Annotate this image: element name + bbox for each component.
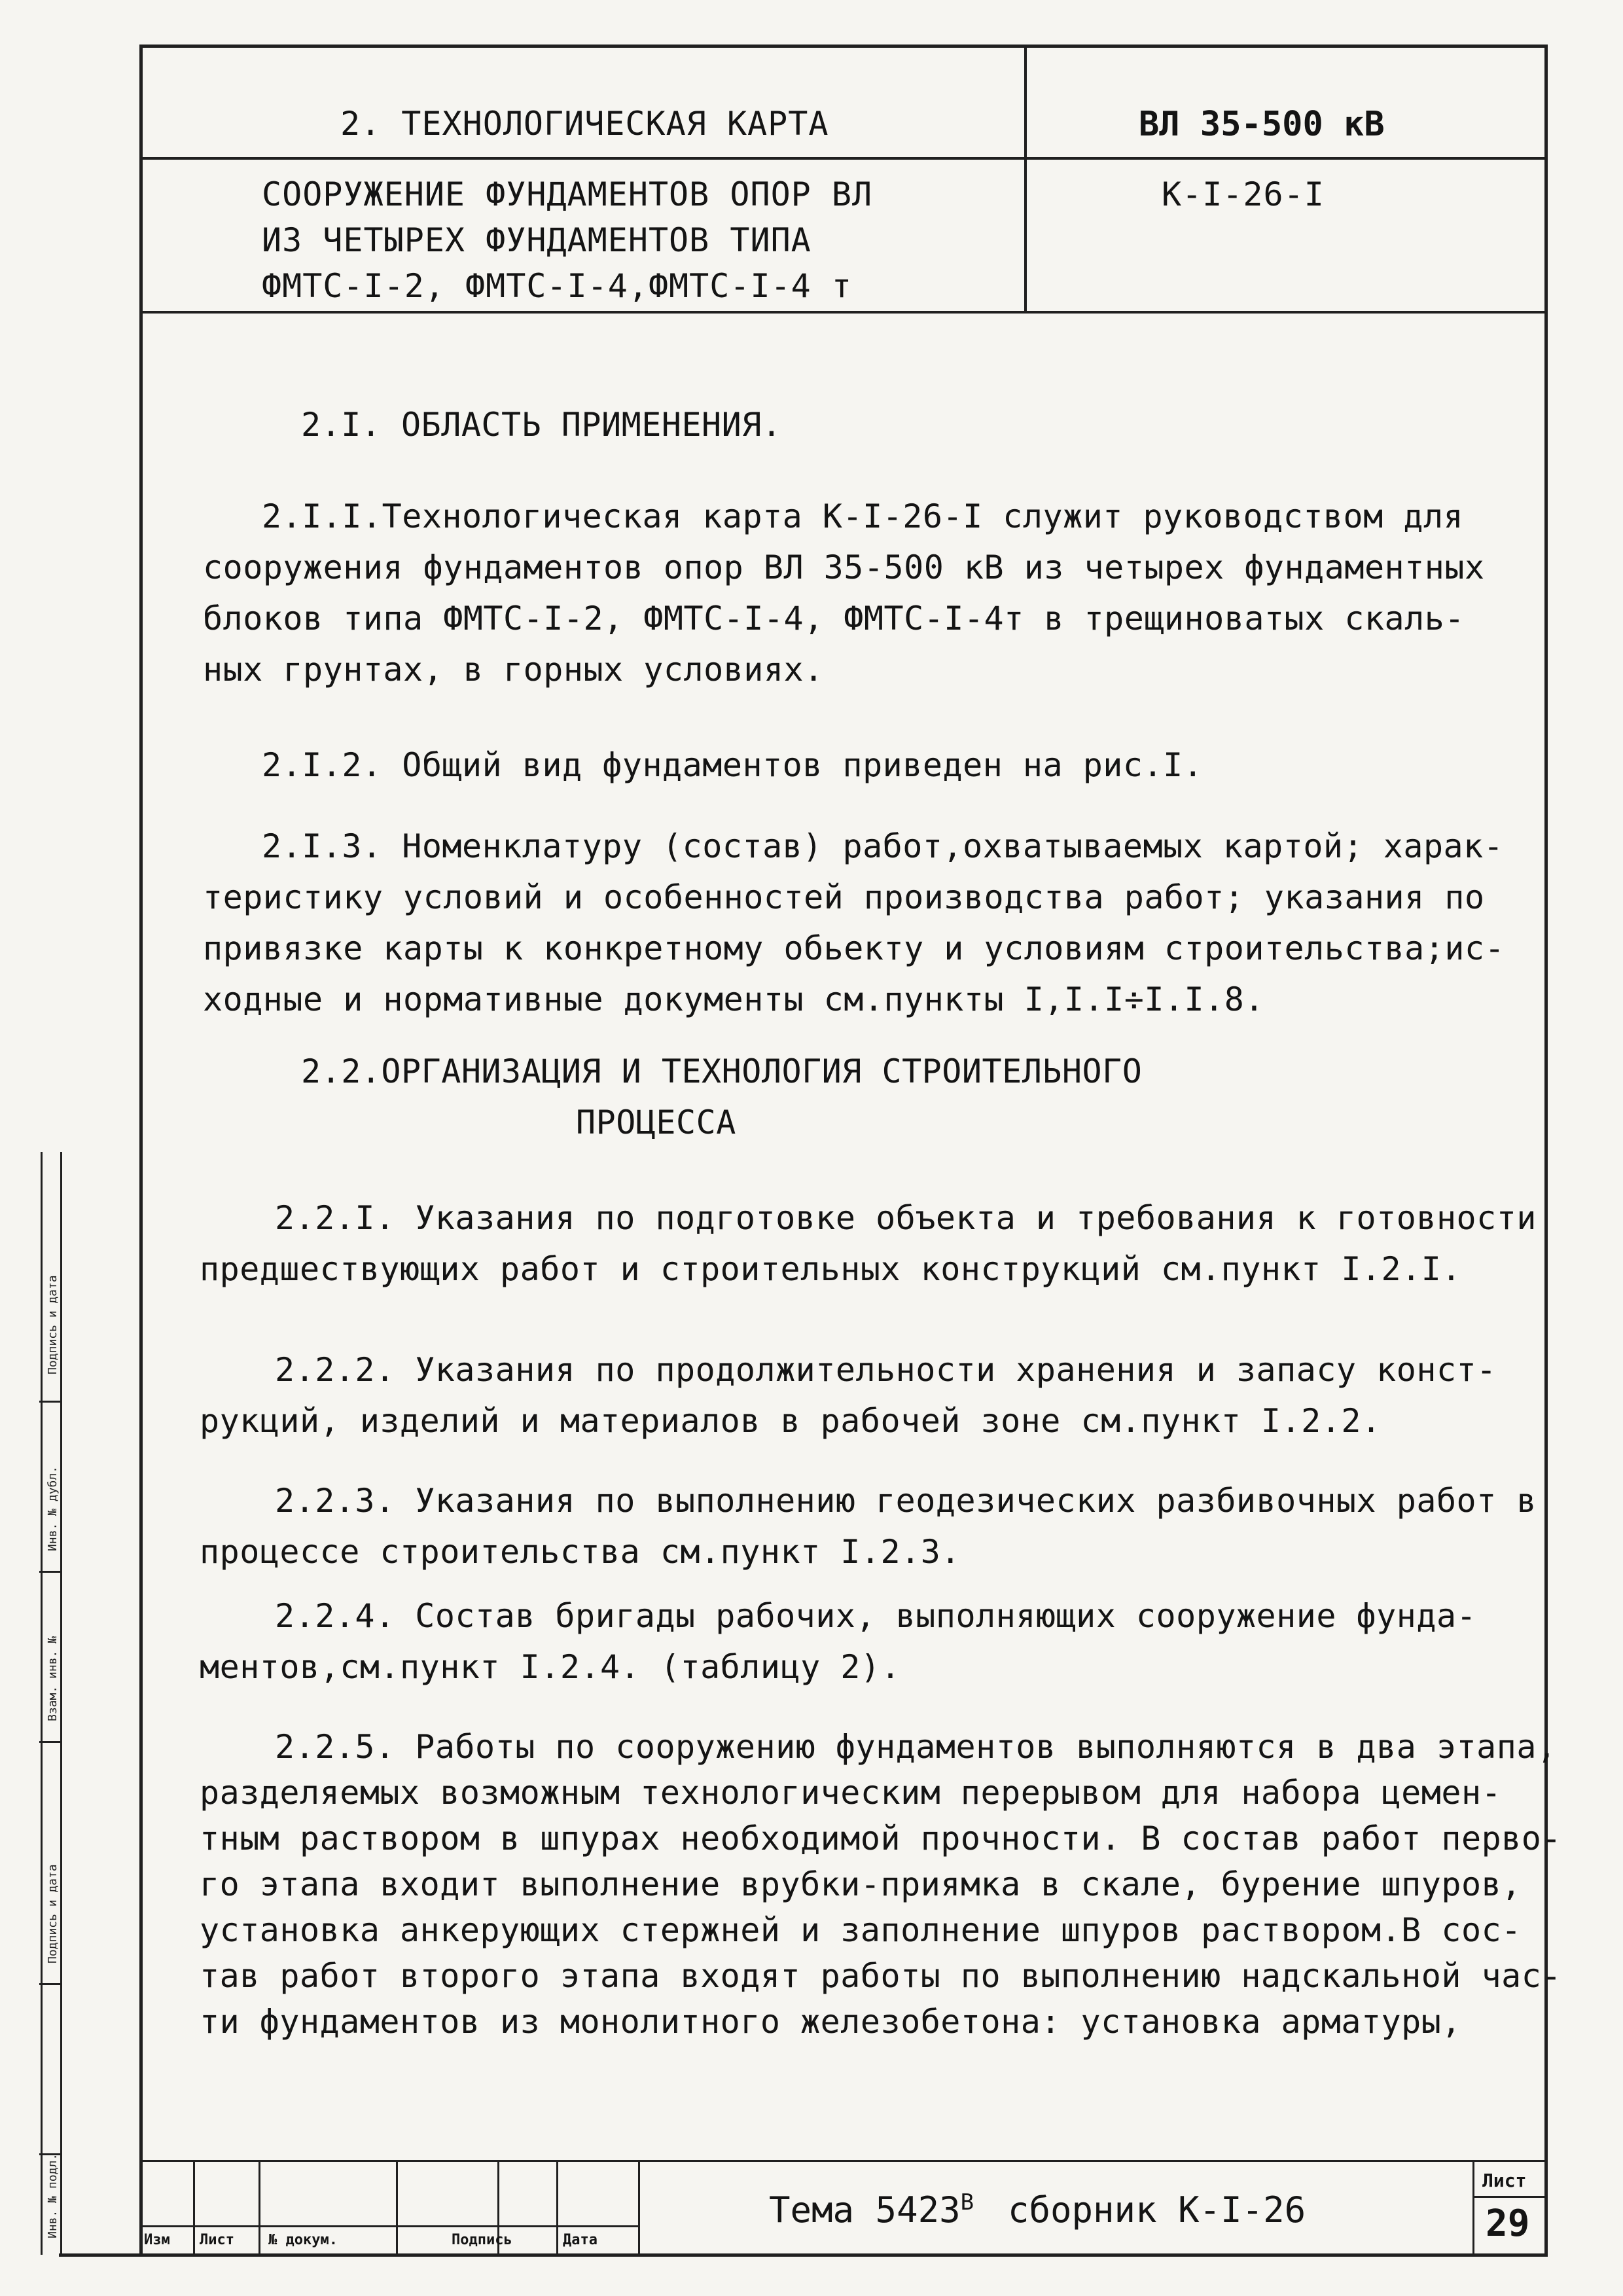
header-subtitle-line-1: СООРУЖЕНИЕ ФУНДАМЕНТОВ ОПОР ВЛ — [262, 175, 873, 213]
paragraph-2-1-3-line: ходные и нормативные документы см.пункты I,I.I÷I.I.8. — [203, 980, 1264, 1018]
header-title: 2. ТЕХНОЛОГИЧЕСКАЯ КАРТА — [340, 105, 829, 143]
paragraph-2-2-5-line: ти фундаментов из монолитного железобетона: установка арматуры, — [200, 2003, 1461, 2041]
footer-sbornik: сборник К-I-26 — [1008, 2189, 1306, 2231]
paragraph-2-1-3-line: привязке карты к конкретному обьекту и условиям строительства;ис- — [203, 929, 1505, 967]
paragraph-2-2-2-line: 2.2.2. Указания по продолжительности хранения и запасу конст- — [275, 1351, 1497, 1389]
footer-label-izm: Изм — [144, 2232, 170, 2248]
margin-label-signature-date: Подпись и дата — [46, 1275, 60, 1374]
header-divider-1 — [141, 157, 1548, 160]
margin-tick — [39, 1571, 62, 1573]
paragraph-2-2-3-line: процессе строительства см.пункт I.2.3. — [200, 1533, 961, 1571]
margin-label-vzam-inv: Взам. инв. № — [46, 1636, 60, 1721]
footer-col-sep — [193, 2160, 195, 2255]
section-2-2-title-line-2: ПРОЦЕССА — [576, 1103, 736, 1141]
margin-label-inv-podl: Инв. № подл. — [46, 2153, 60, 2238]
header-divider-2 — [141, 311, 1548, 314]
paragraph-2-2-4-line: ментов,см.пункт I.2.4. (таблицу 2). — [200, 1648, 901, 1686]
footer-row-line — [141, 2225, 638, 2227]
margin-column-line-left — [41, 1152, 43, 2255]
footer-label-date: Дата — [563, 2232, 597, 2248]
header-subtitle-line-2: ИЗ ЧЕТЫРЕХ ФУНДАМЕНТОВ ТИПА — [262, 221, 812, 259]
header-doc-number: К-I-26-I — [1162, 175, 1325, 213]
paragraph-2-2-2-line: рукций, изделий и материалов в рабочей зоне см.пункт I.2.2. — [200, 1402, 1382, 1440]
footer-sheet-sep — [1472, 2160, 1474, 2255]
paragraph-2-2-1-line: предшествующих работ и строительных конструкций см.пункт I.2.I. — [200, 1250, 1461, 1288]
header-vertical — [1024, 45, 1027, 313]
paragraph-2-1-3-line: 2.I.3. Номенклатуру (состав) работ,охватываемых картой; харак- — [262, 827, 1504, 865]
margin-tick — [39, 1741, 62, 1743]
paragraph-2-1-1-line: блоков типа ФМТС-I-2, ФМТС-I-4, ФМТС-I-4т в трещиноватых скаль- — [203, 600, 1465, 637]
paragraph-2-2-4-line: 2.2.4. Состав бригады рабочих, выполняющих сооружение фунда- — [275, 1597, 1477, 1635]
footer-sheet-row — [1472, 2196, 1546, 2198]
footer-col-sep — [259, 2160, 260, 2255]
footer-label-signature: Подпись — [452, 2232, 512, 2248]
footer-tema-superscript: В — [960, 2189, 974, 2215]
paragraph-2-2-5-line: установка анкерующих стержней и заполнение шпуров раствором.В сос- — [200, 1911, 1522, 1949]
paragraph-2-1-1-line: ных грунтах, в горных условиях. — [203, 651, 824, 689]
paragraph-2-1-2-line: 2.I.2. Общий вид фундаментов приведен на рис.I. — [262, 746, 1204, 784]
paragraph-2-2-5-line: го этапа входит выполнение врубки-приямка в скале, бурение шпуров, — [200, 1865, 1522, 1903]
footer-top-line — [141, 2160, 1548, 2162]
footer-label-doc-number: № докум. — [268, 2232, 338, 2248]
margin-label-inv-dubl: Инв. № дубл. — [46, 1465, 60, 1551]
paragraph-2-2-5-line: тав работ второго этапа входят работы по выполнению надскальной час- — [200, 1957, 1561, 1995]
margin-column-line-mid — [60, 1152, 62, 2255]
footer-sheet-number: 29 — [1486, 2202, 1530, 2245]
footer-sheet-label: Лист — [1482, 2170, 1527, 2191]
frame-right — [1544, 45, 1548, 2257]
paragraph-2-2-3-line: 2.2.3. Указания по выполнению геодезических разбивочных работ в — [275, 1482, 1537, 1520]
footer-label-list: Лист — [200, 2232, 234, 2248]
paragraph-2-2-5-line: 2.2.5. Работы по сооружению фундаментов выполняются в два этапа, — [275, 1728, 1557, 1766]
margin-tick — [39, 1401, 62, 1403]
header-subtitle-line-3: ФМТС-I-2, ФМТС-I-4,ФМТС-I-4 т — [262, 267, 852, 305]
header-code: ВЛ 35-500 кВ — [1139, 105, 1385, 144]
section-2-1-title: 2.I. ОБЛАСТЬ ПРИМЕНЕНИЯ. — [301, 406, 782, 444]
frame-top — [141, 45, 1548, 48]
footer-col-sep — [396, 2160, 398, 2255]
paragraph-2-1-1-line: сооружения фундаментов опор ВЛ 35-500 кВ из четырех фундаментных — [203, 548, 1485, 586]
paragraph-2-2-5-line: разделяемых возможным технологическим перерывом для набора цемен- — [200, 1774, 1502, 1812]
footer-tema-text: Тема 5423 — [769, 2189, 961, 2231]
frame-bottom — [59, 2253, 1548, 2257]
frame-left — [139, 45, 143, 2257]
footer-col-sep — [556, 2160, 558, 2255]
section-2-2-title-line-1: 2.2.ОРГАНИЗАЦИЯ И ТЕХНОЛОГИЯ СТРОИТЕЛЬНОГО — [301, 1052, 1143, 1090]
paragraph-2-2-5-line: тным раствором в шпурах необходимой прочности. В состав работ перво- — [200, 1820, 1561, 1857]
paragraph-2-2-1-line: 2.2.I. Указания по подготовке объекта и требования к готовности — [275, 1199, 1537, 1237]
paragraph-2-1-1-line: 2.I.I.Технологическая карта К-I-26-I служит руководством для — [262, 497, 1464, 535]
footer-col-sep — [638, 2160, 640, 2255]
margin-tick — [39, 1983, 62, 1985]
paragraph-2-1-3-line: теристику условий и особенностей производства работ; указания по — [203, 878, 1485, 916]
margin-label-signature-date-2: Подпись и дата — [46, 1864, 60, 1964]
footer-tema — [769, 2189, 974, 2231]
